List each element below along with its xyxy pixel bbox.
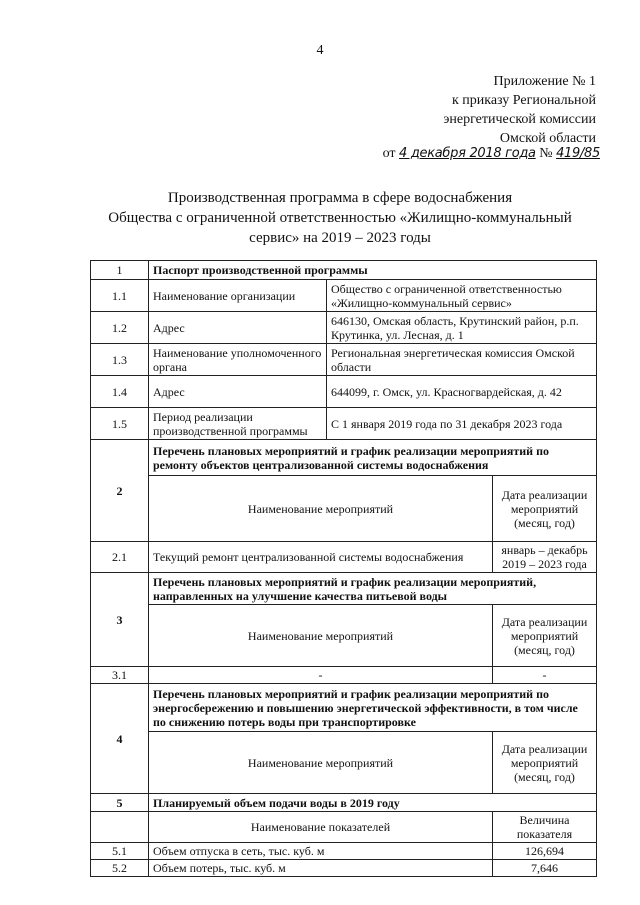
row-number: 1.4 [91,376,149,408]
empty-cell [91,812,149,843]
table-row [91,667,597,684]
column-header-activity: Наименование мероприятий [149,605,493,667]
page-number: 4 [316,43,324,58]
row-number: 3.1 [91,667,149,684]
column-header-indicator: Наименование показателей [149,812,493,843]
section-title: Планируемый объем подачи воды в 2019 году [149,794,597,812]
column-header-row [91,812,597,843]
section-number: 5 [91,794,149,812]
title-line: Производственная программа в сфере водоснабжения [167,190,513,206]
row-number: 1.1 [91,280,149,312]
row-label: Объем отпуска в сеть, тыс. куб. м [149,843,493,860]
row-number: 1.5 [91,408,149,440]
document-title [90,188,590,248]
appendix-line: Омской области [499,131,596,146]
title-line: сервис» на 2019 – 2023 годы [249,230,431,246]
row-value: 646130, Омская область, Крутинский район, р.п. Крутинка, ул. Лесная, д. 1 [327,312,597,344]
section-number: 1 [91,261,149,280]
row-label: Наименование уполномоченного органа [149,344,327,376]
column-header-row [91,732,597,794]
column-header-row [91,605,597,667]
program-table [90,260,597,877]
row-number: 5.1 [91,843,149,860]
row-label: Адрес [149,312,327,344]
table-row [91,376,597,408]
table-row [91,843,597,860]
table-row [91,280,597,312]
order-date-handwritten: 4 декабря 2018 года [399,146,536,161]
row-value: С 1 января 2019 года по 31 декабря 2023 года [327,408,597,440]
column-header-date: Дата реализации мероприятий (месяц, год) [493,605,597,667]
row-value: Региональная энергетическая комиссия Омской области [327,344,597,376]
table-row [91,312,597,344]
section-header-row [91,794,597,812]
appendix-block [443,72,596,148]
row-date: - [493,667,597,684]
table-row [91,860,597,877]
section-title: Перечень плановых мероприятий и график реализации мероприятий, направленных на улучшение качества питьевой воды [149,573,597,605]
table-row [91,344,597,376]
appendix-line: Приложение № 1 [493,74,596,89]
section-header-row [91,684,597,732]
table-row [91,542,597,573]
appendix-line: к приказу Региональной [451,93,596,108]
section-number: 2 [91,440,149,542]
section-number: 3 [91,573,149,667]
row-value: 126,694 [493,843,597,860]
column-header-value: Величина показателя [493,812,597,843]
column-header-activity: Наименование мероприятий [149,476,493,542]
row-activity: Текущий ремонт централизованной системы водоснабжения [149,542,493,573]
column-header-date: Дата реализации мероприятий (месяц, год) [493,732,597,794]
row-activity: - [149,667,493,684]
row-value: 7,646 [493,860,597,877]
order-prefix: от [382,146,396,161]
row-value: 644099, г. Омск, ул. Красногвардейская, д. 42 [327,376,597,408]
appendix-line: энергетической комиссии [443,112,596,127]
section-title: Перечень плановых мероприятий и график реализации мероприятий по энергосбережению и повышению энергетической эффективности, в том числе по снижению потерь воды при транспортировке [149,684,597,732]
row-date: январь – декабрь 2019 – 2023 года [493,542,597,573]
table-row [91,408,597,440]
column-header-row [91,476,597,542]
row-value: Общество с ограниченной ответственностью «Жилищно-коммунальный сервис» [327,280,597,312]
row-number: 5.2 [91,860,149,877]
row-number: 1.2 [91,312,149,344]
section-title: Паспорт производственной программы [149,261,597,280]
column-header-date: Дата реализации мероприятий (месяц, год) [493,476,597,542]
column-header-activity: Наименование мероприятий [149,732,493,794]
section-header-row [91,440,597,476]
section-title: Перечень плановых мероприятий и график реализации мероприятий по ремонту объектов централизованной системы водоснабжения [149,440,597,476]
row-label: Объем потерь, тыс. куб. м [149,860,493,877]
order-number-handwritten: 419/85 [556,146,600,161]
title-line: Общества с ограниченной ответственностью «Жилищно-коммунальный [108,210,572,226]
row-label: Период реализации производственной программы [149,408,327,440]
order-reference [383,146,600,162]
section-header-row [91,261,597,280]
row-number: 1.3 [91,344,149,376]
section-number: 4 [91,684,149,794]
row-label: Наименование организации [149,280,327,312]
section-header-row [91,573,597,605]
row-number: 2.1 [91,542,149,573]
row-label: Адрес [149,376,327,408]
order-number-label: № [539,146,553,161]
